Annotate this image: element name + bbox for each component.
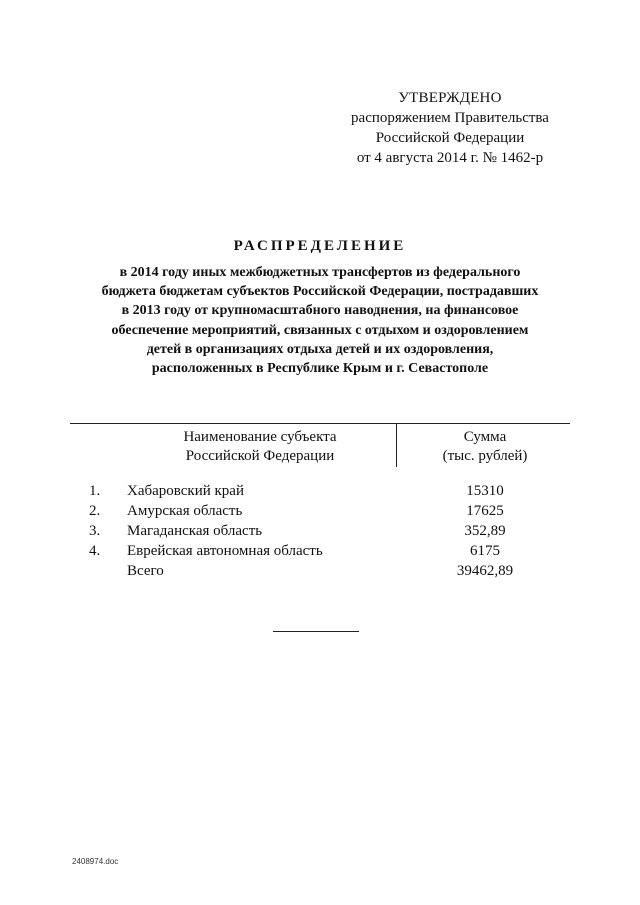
- approval-block: [340, 88, 560, 168]
- row-subject-name: Амурская область: [127, 503, 243, 519]
- approval-line-2: Российской Федерации: [375, 130, 525, 146]
- row-amount: 6175: [470, 543, 500, 559]
- approval-line-3: от 4 августа 2014 г. № 1462-р: [356, 150, 544, 166]
- header-name-line-1: Наименование субъекта: [183, 429, 337, 445]
- row-amount: 15310: [466, 483, 504, 499]
- end-rule: [273, 631, 359, 632]
- subtitle-line: в 2013 году от крупномасштабного наводнения, на финансовое: [121, 303, 519, 319]
- document-title: РАСПРЕДЕЛЕНИЕ: [233, 238, 407, 254]
- subtitle-line: расположенных в Республике Крым и г. Севастополе: [151, 361, 489, 377]
- subtitle-line: обеспечение мероприятий, связанных с отдыхом и оздоровлением: [111, 322, 529, 338]
- row-amount: 352,89: [464, 523, 506, 539]
- row-subject-name: Хабаровский край: [127, 483, 244, 499]
- table-row: [0, 481, 640, 501]
- table-body: [0, 481, 640, 581]
- row-subject-name: Еврейская автономная область: [127, 543, 323, 559]
- header-name-column: [150, 428, 370, 466]
- header-name-line-2: Российской Федерации: [185, 448, 335, 464]
- table-row: [0, 501, 640, 521]
- row-number: 1.: [89, 483, 101, 499]
- row-amount: 17625: [466, 503, 504, 519]
- subtitle-line: бюджета бюджетам субъектов Российской Федерации, пострадавших: [101, 284, 539, 300]
- row-number: 2.: [89, 503, 101, 519]
- approval-stamp: УТВЕРЖДЕНО: [398, 90, 502, 106]
- table-top-rule: [70, 423, 570, 424]
- header-column-divider: [396, 423, 397, 467]
- subtitle-line: детей в организациях отдыха детей и их оздоровления,: [146, 341, 494, 357]
- total-amount: 39462,89: [456, 563, 514, 579]
- table-row: [0, 541, 640, 561]
- table-row: [0, 521, 640, 541]
- row-number: 4.: [89, 543, 101, 559]
- table-total-row: [0, 561, 640, 581]
- header-sum-line-1: Сумма: [463, 429, 507, 445]
- document-subtitle: [60, 263, 580, 378]
- row-subject-name: Магаданская область: [127, 523, 263, 539]
- row-number: 3.: [89, 523, 101, 539]
- header-sum-column: [412, 428, 558, 466]
- subtitle-line: в 2014 году иных межбюджетных трансфертов из федерального: [119, 265, 521, 280]
- total-label: Всего: [127, 563, 164, 579]
- footer-filename: 2408974.doc: [72, 857, 119, 866]
- approval-line-1: распоряжением Правительства: [351, 110, 549, 126]
- header-sum-line-2: (тыс. рублей): [442, 448, 528, 464]
